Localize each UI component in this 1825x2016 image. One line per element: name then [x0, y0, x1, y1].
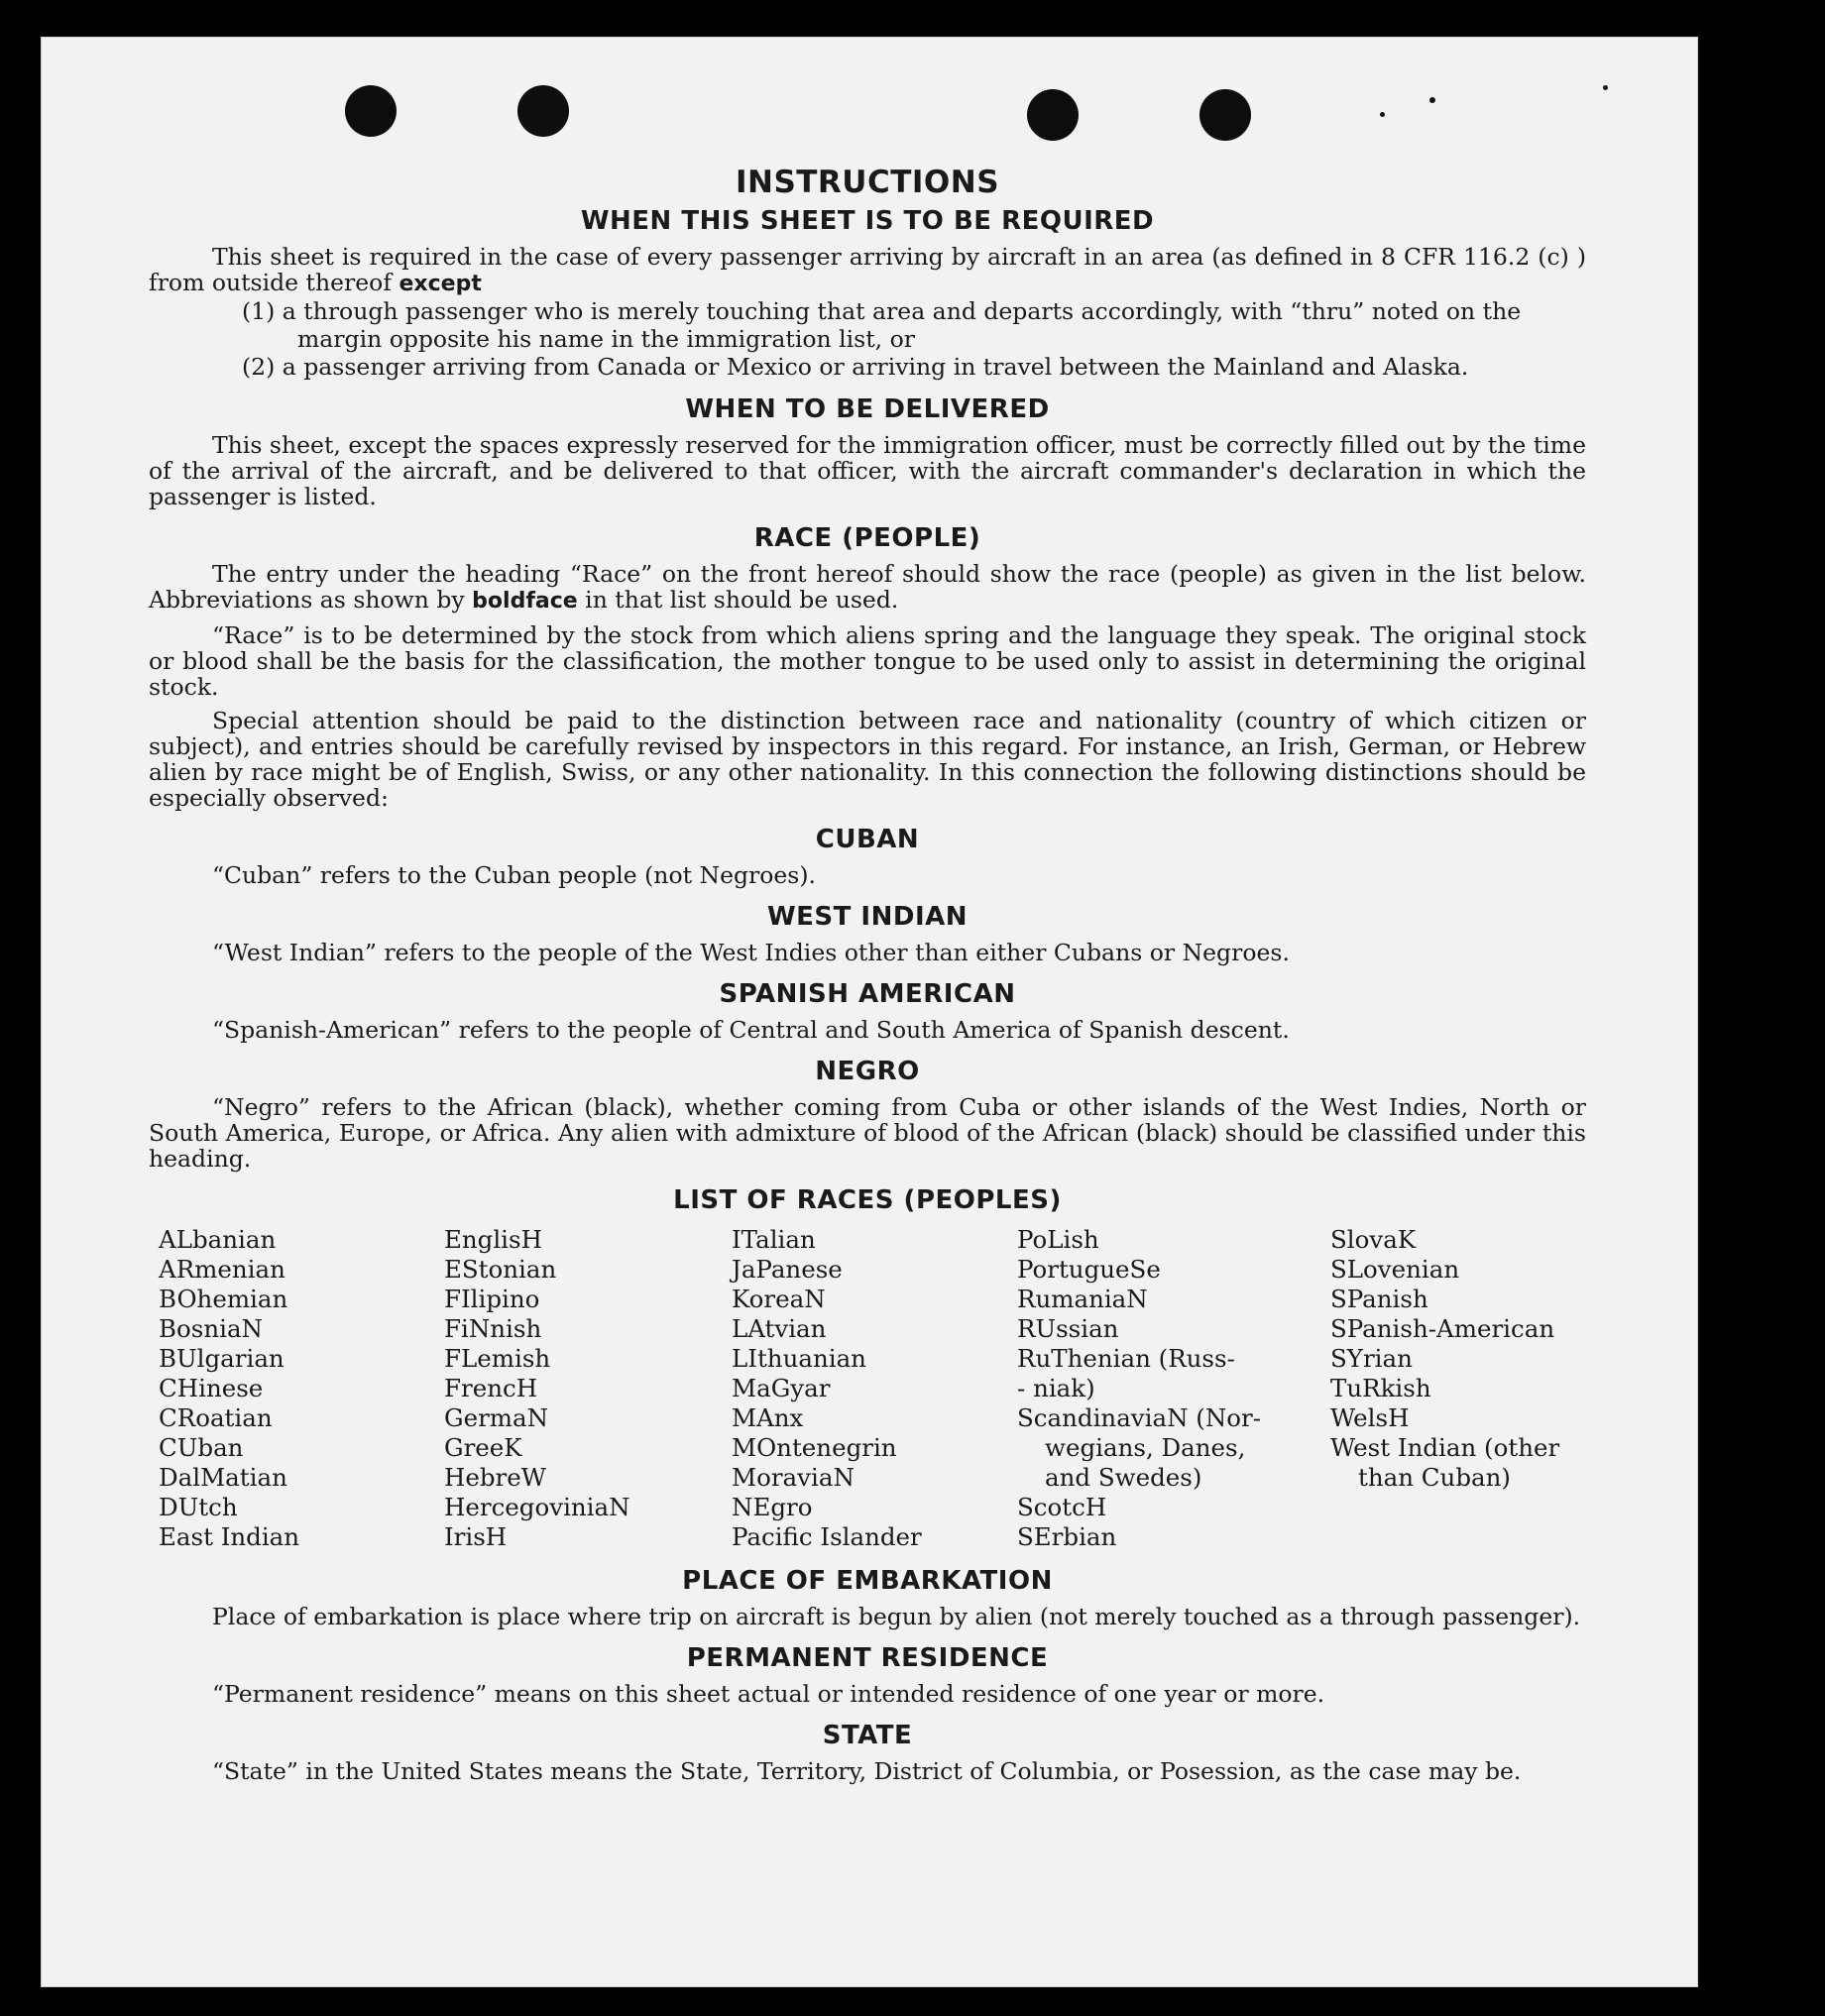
race-column-4 [1017, 1225, 1261, 1552]
race-entry: HebreW [444, 1463, 546, 1492]
race-entry: ScotcH [1017, 1493, 1107, 1521]
ink-speck [1429, 97, 1435, 103]
race-entry: IrisH [444, 1522, 508, 1551]
punch-hole [517, 85, 569, 137]
race-column-1 [159, 1225, 299, 1552]
race-entry: MAnx [732, 1403, 804, 1432]
race-entry: DalMatian [159, 1463, 287, 1492]
race-entry: wegians, Danes, [1045, 1433, 1246, 1462]
race-entry: CHinese [159, 1374, 264, 1402]
race-entry: RumaniaN [1017, 1285, 1148, 1313]
race-entry: FrencH [444, 1374, 538, 1402]
residence-text: “Permanent residence” means on this sheet actual or intended residence of one year or more. [212, 1680, 1325, 1708]
race-entry: RUssian [1017, 1314, 1119, 1343]
race-entry: East Indian [159, 1522, 300, 1551]
spanish-american-text: “Spanish-American” refers to the people of Central and South America of Spanish descent. [212, 1016, 1290, 1044]
race-entry: ScandinaviaN (Nor- [1017, 1403, 1262, 1432]
heading-cuban: CUBAN [815, 825, 920, 854]
race-entry: RuThenian (Russ- [1017, 1344, 1235, 1373]
race-entry: NEgro [732, 1493, 813, 1521]
state-text: “State” in the United States means the State, Territory, District of Columbia, or Posession, as the case may be. [212, 1757, 1522, 1785]
embarkation-text: Place of embarkation is place where trip on aircraft is begun by alien (not merely touched as a through passenger). [212, 1603, 1581, 1630]
race-entry: West Indian (other [1330, 1433, 1560, 1462]
heading-required: WHEN THIS SHEET IS TO BE REQUIRED [580, 206, 1155, 236]
punch-hole [1199, 89, 1251, 141]
heading-state: STATE [822, 1721, 913, 1750]
race-entry: ARmenian [159, 1255, 285, 1284]
heading-delivered: WHEN TO BE DELIVERED [685, 394, 1050, 424]
heading-west-indian: WEST INDIAN [766, 902, 969, 932]
race-entry: PoLish [1017, 1225, 1099, 1254]
race-entry: SPanish [1330, 1285, 1428, 1313]
punch-hole [1027, 89, 1079, 141]
race-entry: PortugueSe [1017, 1255, 1161, 1284]
race-entry: HercegoviniaN [444, 1493, 630, 1521]
race-column-2 [444, 1225, 630, 1552]
race-list [149, 1225, 1586, 1552]
race-entry: SErbian [1017, 1522, 1117, 1551]
race-entry: SlovaK [1330, 1225, 1417, 1254]
heading-embarkation: PLACE OF EMBARKATION [682, 1566, 1053, 1596]
race-entry: SLovenian [1330, 1255, 1460, 1284]
heading-residence: PERMANENT RESIDENCE [686, 1643, 1049, 1673]
punch-hole [345, 85, 397, 137]
race-paragraph-2: “Race” is to be determined by the stock from which aliens spring and the language they speak. The original stock or blood shall be the basis for the classification, the mother tongue to be used only to assist in determining the original stock. [149, 621, 1586, 701]
race-column-3 [732, 1225, 922, 1552]
delivered-text: This sheet, except the spaces expressly reserved for the immigration officer, must be correctly filled out by the time of the arrival of the aircraft, and be delivered to that officer, with the aircraft commander's declaration in which the passenger is listed. [149, 431, 1586, 510]
heading-negro: NEGRO [815, 1057, 920, 1086]
race-entry: JaPanese [732, 1255, 843, 1284]
race-entry: LAtvian [732, 1314, 827, 1343]
race-entry: and Swedes) [1045, 1463, 1202, 1492]
race-column-5 [1330, 1225, 1559, 1493]
race-entry: LIthuanian [732, 1344, 866, 1373]
required-item-2: (2) a passenger arriving from Canada or Mexico or arriving in travel between the Mainland and Alaska. [242, 353, 1469, 381]
negro-text: “Negro” refers to the African (black), whether coming from Cuba or other islands of the West Indies, North or South America, Europe, or Africa. Any alien with admixture of blood of the African (black) should be classified under this heading. [149, 1093, 1586, 1173]
heading-race: RACE (PEOPLE) [753, 523, 981, 553]
race-entry: SYrian [1330, 1344, 1413, 1373]
race-entry: GermaN [444, 1403, 549, 1432]
race-entry: EnglisH [444, 1225, 542, 1254]
race-entry: MoraviaN [732, 1463, 855, 1492]
race-entry: BUlgarian [159, 1344, 285, 1373]
heading-spanish-american: SPANISH AMERICAN [719, 979, 1016, 1009]
required-intro: This sheet is required in the case of every passenger arriving by aircraft in an area (as defined in 8 CFR 116.2 (c) ) from outside thereof except [149, 243, 1586, 296]
race-entry: TuRkish [1330, 1374, 1431, 1402]
west-indian-text: “West Indian” refers to the people of the West Indies other than either Cubans or Negroes. [212, 939, 1290, 966]
instructions-content [149, 159, 1586, 1784]
ink-speck [1603, 85, 1608, 90]
race-entry: BosniaN [159, 1314, 263, 1343]
cuban-text: “Cuban” refers to the Cuban people (not Negroes). [212, 861, 817, 889]
race-entry: MOntenegrin [732, 1433, 897, 1462]
race-entry: Pacific Islander [732, 1522, 922, 1551]
heading-list-of-races: LIST OF RACES (PEOPLES) [673, 1185, 1062, 1215]
required-item-1: (1) a through passenger who is merely touching that area and departs accordingly, with “thru” noted on the margin opposite his name in the immigration list, or [242, 297, 1522, 353]
race-entry: SPanish-American [1330, 1314, 1555, 1343]
page-title: INSTRUCTIONS [735, 165, 1000, 200]
race-entry: BOhemian [159, 1285, 288, 1313]
race-entry: FIlipino [444, 1285, 540, 1313]
race-entry: EStonian [444, 1255, 557, 1284]
race-paragraph-3: Special attention should be paid to the distinction between race and nationality (country of which citizen or subject), and entries should be carefully revised by inspectors in this regard. For instance, an Irish, German, or Hebrew alien by race might be of English, Swiss, or any other nationality. In this connection the following distinctions should be especially observed: [149, 707, 1586, 812]
race-entry: MaGyar [732, 1374, 831, 1402]
race-paragraph-1: The entry under the heading “Race” on the front hereof should show the race (people) as given in the list below. Abbreviations as shown by boldface in that list should be used. [149, 560, 1586, 614]
race-entry: KoreaN [732, 1285, 826, 1313]
race-entry: CRoatian [159, 1403, 273, 1432]
race-entry: GreeK [444, 1433, 522, 1462]
race-entry: FLemish [444, 1344, 551, 1373]
ink-speck [1380, 112, 1385, 117]
race-entry: ITalian [732, 1225, 816, 1254]
race-entry: FiNnish [444, 1314, 542, 1343]
race-entry: DUtch [159, 1493, 238, 1521]
race-entry: ALbanian [159, 1225, 277, 1254]
race-entry: than Cuban) [1358, 1463, 1511, 1492]
race-entry: WelsH [1330, 1403, 1410, 1432]
race-entry: - niak) [1017, 1374, 1095, 1402]
race-entry: CUban [159, 1433, 244, 1462]
